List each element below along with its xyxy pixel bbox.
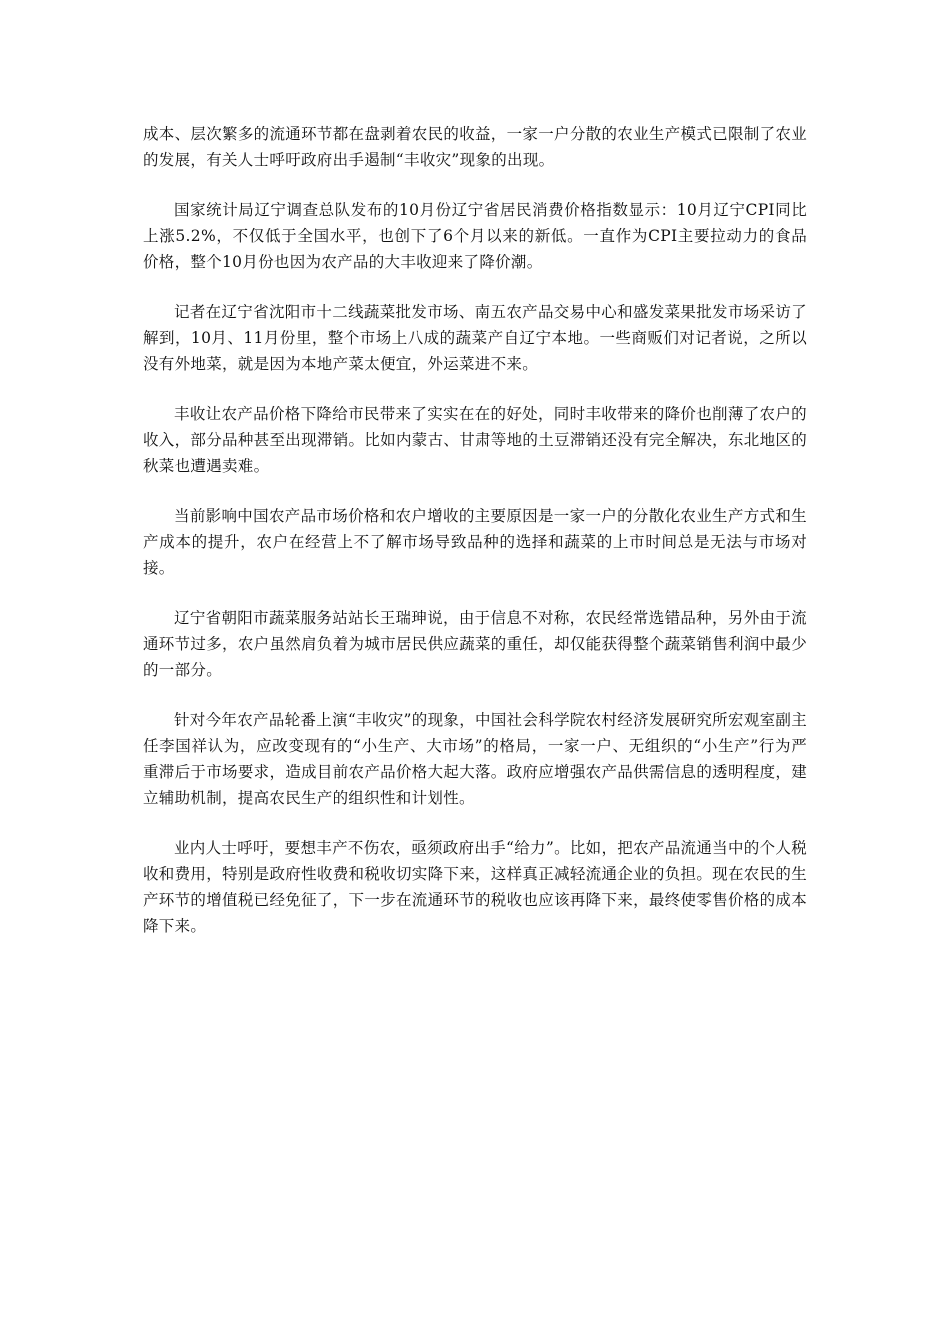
- paragraph-3: 记者在辽宁省沈阳市十二线蔬菜批发市场、南五农产品交易中心和盛发菜果批发市场采访了解到，10月、11月份里，整个市场上八成的蔬菜产自辽宁本地。一些商贩们对记者说，之所以没有外地菜，就是因为本地产菜太便宜，外运菜进不来。: [143, 303, 807, 373]
- document-body: [143, 121, 807, 963]
- paragraph-8: 业内人士呼吁，要想丰产不伤农，亟须政府出手“给力”。比如，把农产品流通当中的个人税收和费用，特别是政府性收费和税收切实降下来，这样真正减轻流通企业的负担。现在农民的生产环节的增值税已经免征了，下一步在流通环节的税收也应该再降下来，最终使零售价格的成本降下来。: [143, 839, 807, 935]
- paragraph-2: 国家统计局辽宁调查总队发布的10月份辽宁省居民消费价格指数显示：10月辽宁CPI同比上涨5.2%，不仅低于全国水平，也创下了6个月以来的新低。一直作为CPI主要拉动力的食品价格，整个10月份也因为农产品的大丰收迎来了降价潮。: [143, 201, 807, 271]
- paragraph-6: 辽宁省朝阳市蔬菜服务站站长王瑞珅说，由于信息不对称，农民经常选错品种，另外由于流通环节过多，农户虽然肩负着为城市居民供应蔬菜的重任，却仅能获得整个蔬菜销售利润中最少的一部分。: [143, 609, 807, 679]
- paragraph-5: 当前影响中国农产品市场价格和农户增收的主要原因是一家一户的分散化农业生产方式和生产成本的提升，农户在经营上不了解市场导致品种的选择和蔬菜的上市时间总是无法与市场对接。: [143, 507, 807, 577]
- paragraph-7: 针对今年农产品轮番上演“丰收灾”的现象，中国社会科学院农村经济发展研究所宏观室副主任李国祥认为，应改变现有的“小生产、大市场”的格局，一家一户、无组织的“小生产”行为严重滞后于市场要求，造成目前农产品价格大起大落。政府应增强农产品供需信息的透明程度，建立辅助机制，提高农民生产的组织性和计划性。: [143, 711, 807, 807]
- paragraph-1: 成本、层次繁多的流通环节都在盘剥着农民的收益，一家一户分散的农业生产模式已限制了农业的发展，有关人士呼吁政府出手遏制“丰收灾”现象的出现。: [143, 125, 807, 169]
- paragraph-4: 丰收让农产品价格下降给市民带来了实实在在的好处，同时丰收带来的降价也削薄了农户的收入，部分品种甚至出现滞销。比如内蒙古、甘肃等地的土豆滞销还没有完全解决，东北地区的秋菜也遭遇卖难。: [143, 405, 807, 475]
